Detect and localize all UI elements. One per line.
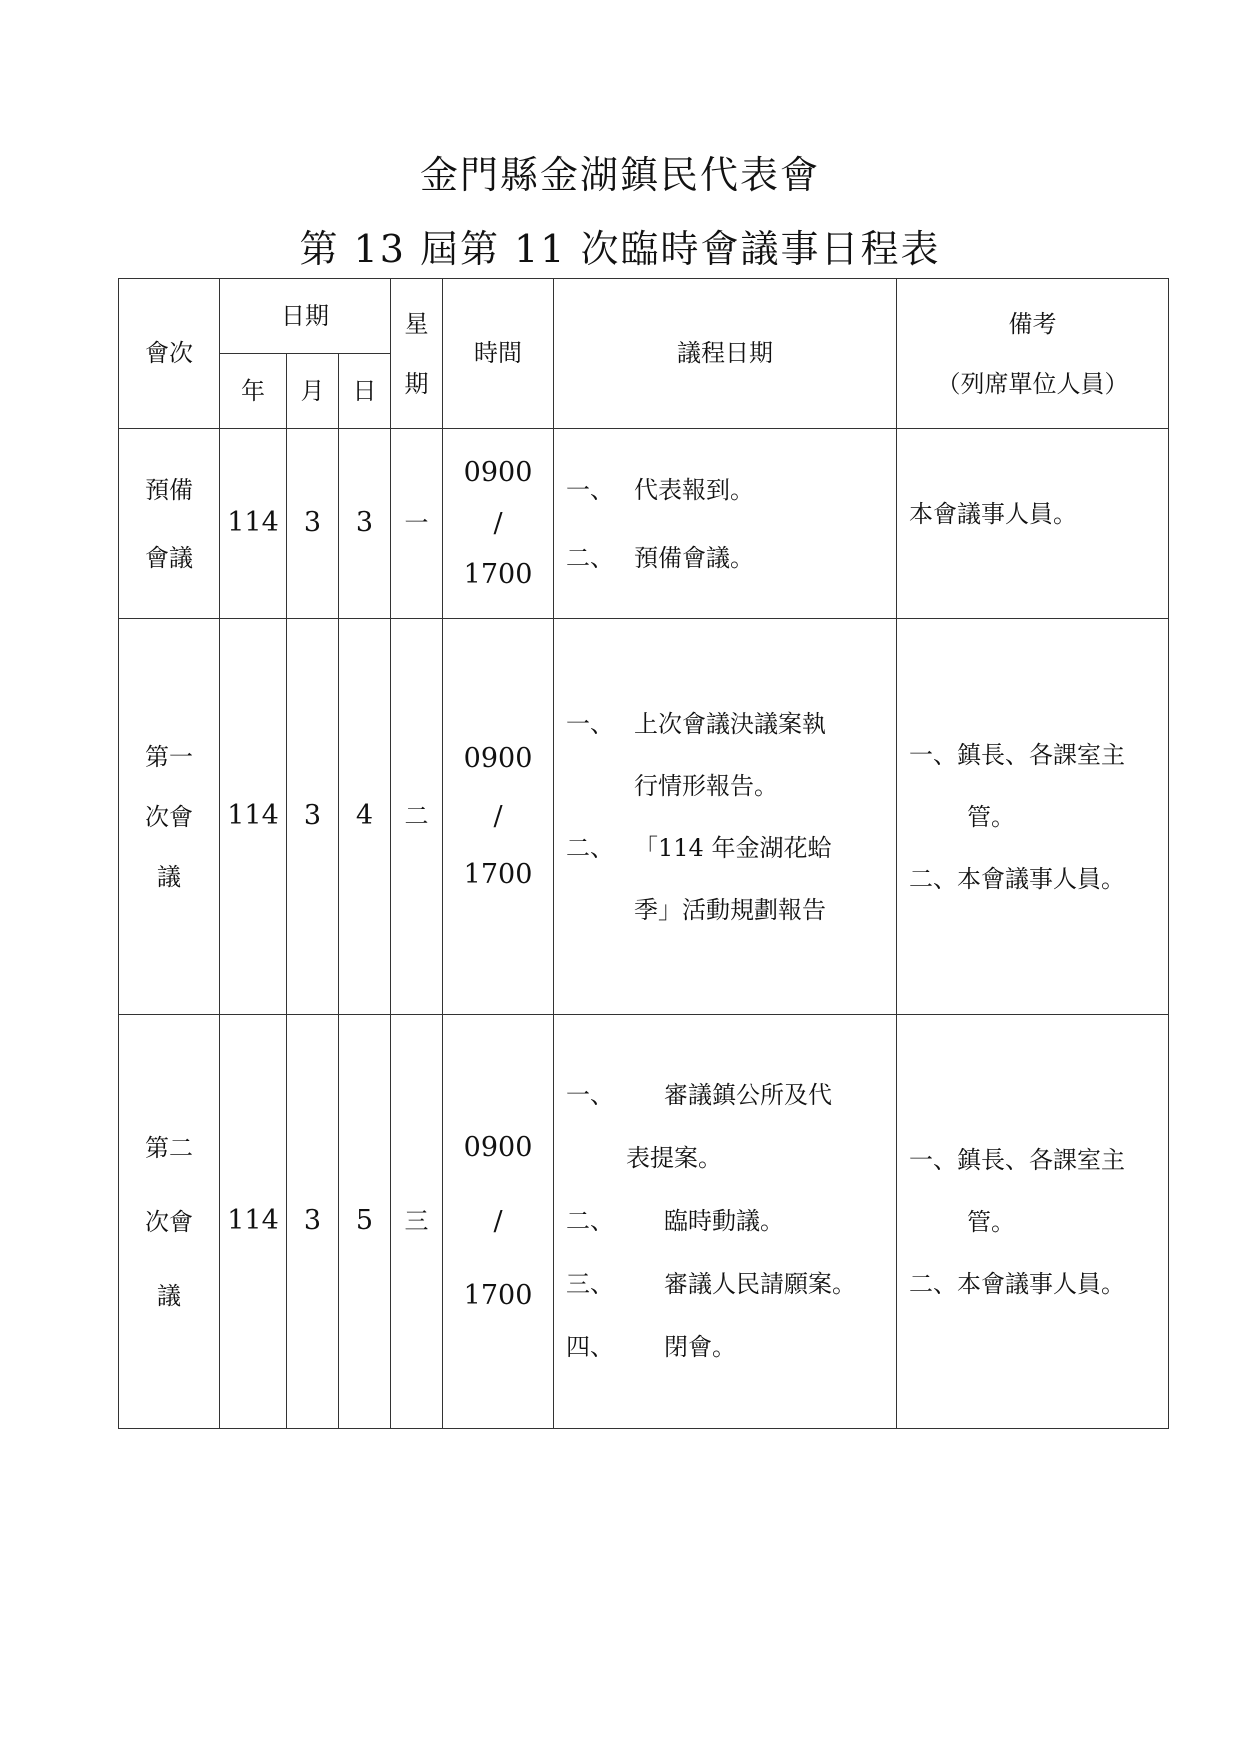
agenda-item-number: 二、: [566, 833, 615, 862]
agenda-item: [566, 1253, 892, 1316]
agenda-item-number: 三、: [566, 1270, 615, 1298]
weekday-cell: 一: [391, 429, 443, 619]
header-date: 日期: [220, 279, 391, 354]
time-cell: [443, 429, 554, 619]
header-remark-line1: 備考: [1008, 309, 1057, 338]
agenda-item-continuation: [566, 1127, 892, 1190]
header-year: 年: [220, 354, 287, 429]
time-start: 0900: [463, 742, 533, 774]
time-start: 0900: [463, 456, 533, 488]
remark-item-text: 鎮長、各課室主: [957, 740, 1126, 769]
session-cell: [119, 1015, 220, 1429]
remark-item-text: 管。: [967, 1207, 1016, 1236]
remark-item-text: 本會議事人員。: [957, 1269, 1126, 1298]
agenda-item-number: 一、: [566, 475, 615, 504]
month-cell: 3: [287, 429, 339, 619]
session-line: 次會: [145, 1207, 193, 1236]
table-header-row: [119, 279, 1169, 354]
header-day: 日: [339, 354, 391, 429]
agenda-item: [566, 456, 892, 524]
weekday-cell: 三: [391, 1015, 443, 1429]
remark-item-number: 二、: [909, 864, 958, 893]
remark-cell: [897, 619, 1169, 1015]
remark-item-text: 鎮長、各課室主: [957, 1145, 1126, 1174]
header-month: 月: [287, 354, 339, 429]
header-remark-line2: （列席單位人員）: [936, 369, 1129, 398]
remark-item-number: 二、: [909, 1269, 958, 1298]
month-cell: 3: [287, 619, 339, 1015]
remark-item: [909, 1129, 1162, 1191]
session-line: 第二: [145, 1133, 193, 1162]
agenda-item-continuation: [566, 879, 892, 941]
header-session: 會次: [119, 279, 220, 429]
session-line: 次會: [145, 802, 193, 831]
day-cell: 4: [339, 619, 391, 1015]
agenda-item-number: 二、: [566, 1207, 615, 1235]
agenda-item-text: 代表報到。: [634, 475, 755, 504]
agenda-item-number: 一、: [566, 709, 615, 738]
agenda-item: [566, 1316, 892, 1379]
session-line: 議: [157, 862, 181, 891]
remark-item-continuation: [909, 1191, 1162, 1253]
time-cell: [443, 619, 554, 1015]
day-cell: 3: [339, 429, 391, 619]
agenda-item: [566, 1190, 892, 1253]
session-cell: [119, 429, 220, 619]
remark-item-continuation: [909, 786, 1162, 848]
agenda-item-text: 審議鎮公所及代: [664, 1081, 833, 1109]
agenda-item-text: 審議人民請願案。: [664, 1270, 857, 1298]
agenda-item-text: 臨時動議。: [664, 1207, 785, 1235]
schedule-table: [118, 278, 1169, 1429]
agenda-item-text: 閉會。: [664, 1333, 737, 1361]
remark-item: [909, 724, 1162, 786]
time-end: 1700: [463, 559, 533, 591]
time-start: 0900: [463, 1131, 533, 1163]
table-row: [119, 619, 1169, 1015]
agenda-item-continuation: [566, 755, 892, 817]
agenda-item-text: 表提案。: [626, 1144, 723, 1172]
month-cell: 3: [287, 1015, 339, 1429]
remark-item: [909, 848, 1162, 910]
agenda-item: [566, 524, 892, 592]
header-remark: [897, 279, 1169, 429]
time-separator: /: [493, 507, 503, 539]
agenda-item-number: 四、: [566, 1333, 615, 1361]
year-cell: 114: [220, 619, 287, 1015]
agenda-cell: [554, 619, 897, 1015]
agenda-item: [566, 1064, 892, 1127]
table-row: [119, 1015, 1169, 1429]
header-agenda: 議程日期: [554, 279, 897, 429]
year-cell: 114: [220, 1015, 287, 1429]
remark-item-number: 一、: [909, 1145, 958, 1174]
header-weekday-line1: 星: [404, 309, 429, 338]
header-time: 時間: [443, 279, 554, 429]
agenda-item-text: 季」活動規劃報告: [634, 895, 827, 924]
remark-item-text: 管。: [967, 802, 1016, 831]
time-end: 1700: [463, 1279, 533, 1311]
agenda-item-text: 「114 年金湖花蛤: [634, 833, 832, 862]
remark-item-text: 本會議事人員。: [957, 864, 1126, 893]
agenda-cell: [554, 1015, 897, 1429]
session-line: 議: [157, 1281, 181, 1310]
agenda-item: [566, 817, 892, 879]
time-separator: /: [493, 800, 503, 832]
agenda-cell: [554, 429, 897, 619]
weekday-cell: 二: [391, 619, 443, 1015]
document-subtitle: 第 13 屆第 11 次臨時會議事日程表: [299, 227, 941, 271]
remark-cell: [897, 1015, 1169, 1429]
remark-item: [909, 1253, 1162, 1315]
table-row: [119, 429, 1169, 619]
header-weekday: [391, 279, 443, 429]
agenda-item-text: 預備會議。: [634, 543, 755, 572]
agenda-item-text: 上次會議決議案執: [634, 709, 827, 738]
session-line: 會議: [145, 543, 193, 572]
time-separator: /: [493, 1205, 503, 1237]
day-cell: 5: [339, 1015, 391, 1429]
document-title: 金門縣金湖鎮民代表會: [419, 153, 820, 197]
session-line: 預備: [145, 475, 193, 504]
remark-cell: 本會議事人員。: [897, 429, 1169, 619]
remark-item-number: 一、: [909, 740, 958, 769]
time-end: 1700: [463, 858, 533, 890]
agenda-item-number: 二、: [566, 543, 615, 572]
session-cell: [119, 619, 220, 1015]
time-cell: [443, 1015, 554, 1429]
session-line: 第一: [145, 742, 193, 771]
year-cell: 114: [220, 429, 287, 619]
agenda-item-text: 行情形報告。: [634, 771, 779, 800]
agenda-item: [566, 693, 892, 755]
header-weekday-line2: 期: [404, 369, 429, 398]
agenda-item-number: 一、: [566, 1081, 615, 1109]
